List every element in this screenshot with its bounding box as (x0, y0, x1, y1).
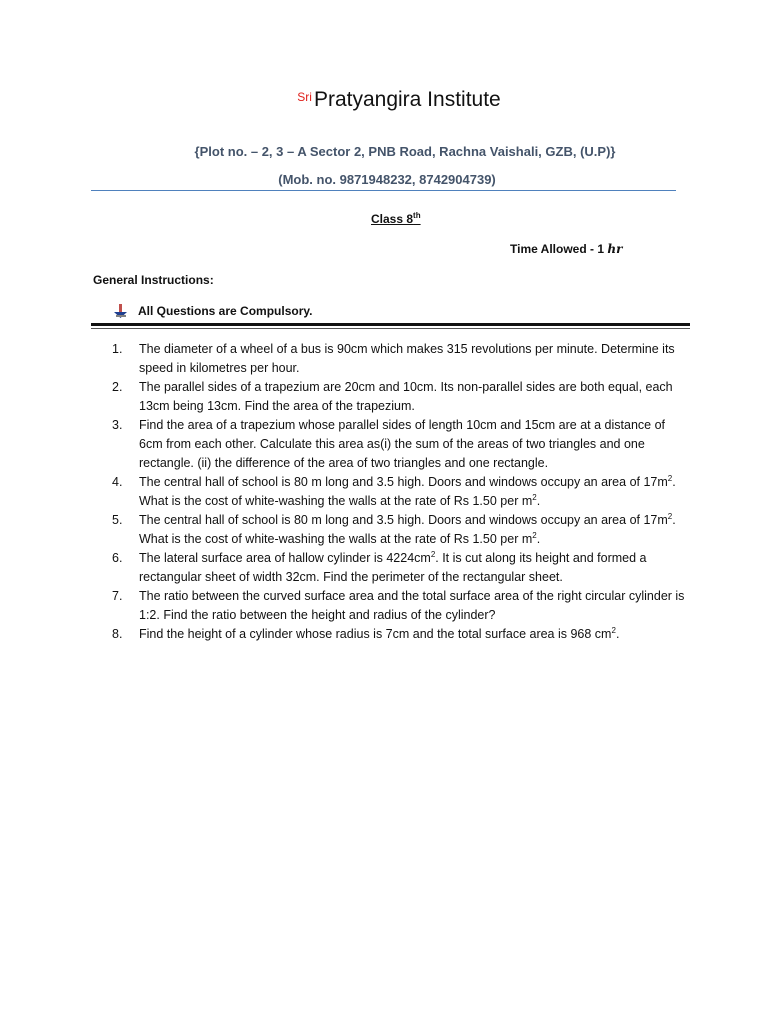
question-item (112, 416, 692, 473)
question-text (139, 511, 692, 549)
question-text-part: . What is the cost of white-washing the walls at the rate of Rs 1.50 per m (139, 513, 676, 546)
section-divider-thick (91, 323, 690, 326)
question-text (139, 625, 692, 644)
instruction-text: All Questions are Compulsory. (138, 304, 313, 318)
question-item (112, 340, 692, 378)
superscript: 2 (532, 492, 537, 502)
section-divider-thin (91, 328, 690, 329)
question-number: 7. (112, 589, 123, 603)
class-suffix: th (413, 211, 421, 220)
question-text-part: The central hall of school is 80 m long and 3.5 high. Doors and windows occupy an area of 17m (139, 475, 668, 489)
superscript: 2 (430, 549, 436, 559)
question-text (139, 473, 692, 511)
question-text (139, 549, 692, 587)
header-divider (91, 190, 676, 191)
question-text (139, 378, 692, 416)
questions-list (112, 340, 692, 644)
question-text-part: The lateral surface area of hallow cylinder is 4224cm (139, 551, 431, 565)
question-number: 5. (112, 513, 123, 527)
question-number: 4. (112, 475, 123, 489)
question-item (112, 587, 692, 625)
question-text-part: The central hall of school is 80 m long and 3.5 high. Doors and windows occupy an area of 17m (139, 513, 668, 527)
question-text (139, 416, 692, 473)
question-text-part: . It is cut along its height and formed a rectangular sheet of width 32cm. Find the perimeter of the rectangular sheet. (139, 551, 647, 584)
question-number: 3. (112, 418, 123, 432)
class-text: Class 8 (371, 212, 414, 226)
question-text (139, 340, 692, 378)
institute-name: Pratyangira Institute (313, 88, 501, 111)
sri-prefix: Sri (297, 90, 312, 104)
superscript: 2 (611, 625, 616, 635)
question-text-part: The diameter of a wheel of a bus is 90cm which makes 315 revolutions per minute. Determine its speed in kilometres per hour. (139, 342, 675, 375)
question-item (112, 511, 692, 549)
question-text-part: The ratio between the curved surface area and the total surface area of the right circular cylinder is 1:2. Find the ratio between the height and radius of the cylinder? (139, 589, 685, 622)
question-text-part: The parallel sides of a trapezium are 20cm and 10cm. Its non-parallel sides are both equal, each 13cm being 13cm. Find the area of the trapezium. (139, 380, 673, 413)
superscript: 2 (532, 530, 537, 540)
instructions-heading: General Instructions: (93, 273, 214, 287)
instruction-item (114, 303, 312, 319)
question-text-part: Find the height of a cylinder whose radius is 7cm and the total surface area is 968 cm (139, 627, 612, 641)
question-number: 6. (112, 551, 123, 565)
question-number: 2. (112, 380, 123, 394)
question-item (112, 625, 692, 644)
institute-title (0, 88, 768, 112)
time-unit: hr (607, 242, 623, 256)
institute-mobile: (Mob. no. 9871948232, 8742904739) (278, 172, 496, 187)
question-text-part: . (615, 627, 620, 641)
question-text-part: Find the area of a trapezium whose parallel sides of length 10cm and 15cm are at a distance of 6cm from each other. Calculate this area as(i) the sum of the areas of two triangles and one rectangle. (ii) the difference of the area of two triangles and one rectangle. (139, 418, 665, 470)
time-allowed (510, 242, 622, 256)
question-text-part: . (536, 532, 541, 546)
superscript: 2 (667, 473, 673, 483)
class-label (371, 211, 421, 226)
question-item (112, 473, 692, 511)
question-number: 1. (112, 342, 123, 356)
question-item (112, 378, 692, 416)
question-text-part: . What is the cost of white-washing the walls at the rate of Rs 1.50 per m (139, 475, 676, 508)
time-label: Time Allowed - 1 (510, 242, 608, 256)
question-text-part: . (536, 494, 541, 508)
question-item (112, 549, 692, 587)
question-number: 8. (112, 627, 123, 641)
question-text (139, 587, 692, 625)
superscript: 2 (667, 511, 673, 521)
arrow-bullet-icon (114, 304, 128, 318)
institute-address: {Plot no. – 2, 3 – A Sector 2, PNB Road, Rachna Vaishali, GZB, (U.P)} (194, 144, 616, 159)
